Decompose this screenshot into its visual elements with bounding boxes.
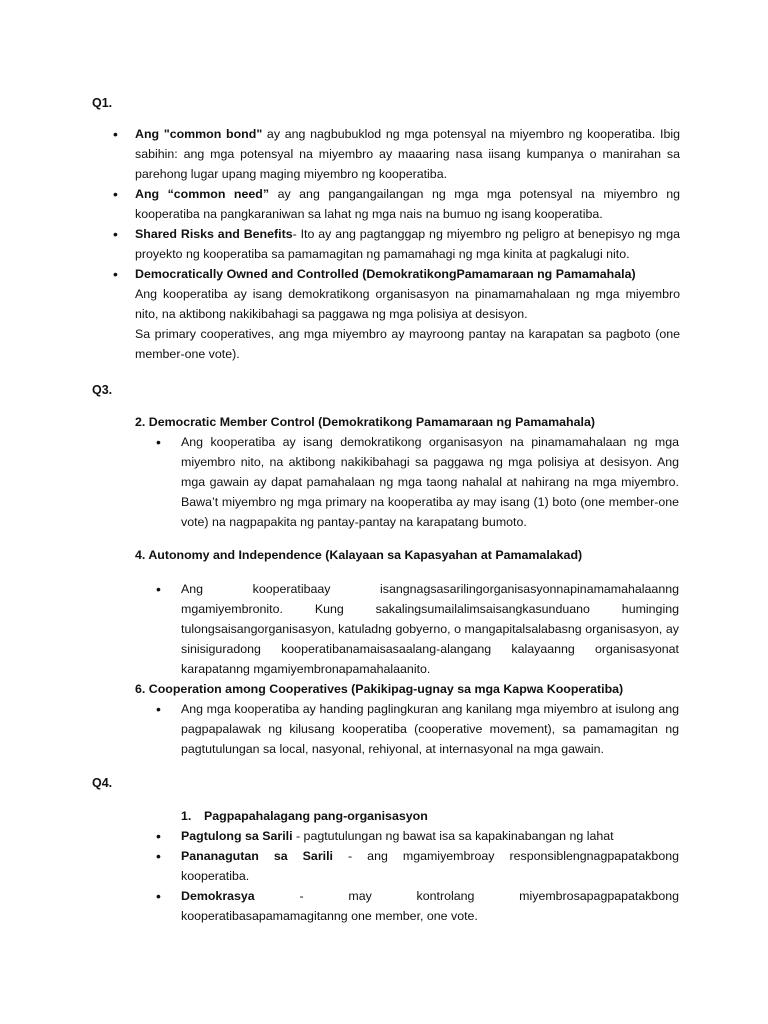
question-label-q1: Q1. — [92, 96, 113, 110]
item-text: - ang mgamiyembroay responsiblengnagpapatakbong kooperatiba. — [181, 849, 679, 883]
numbered-heading: Pagpapahalagang pang-organisasyon — [204, 809, 428, 823]
item-text: - Ito ay ang pagtanggap ng miyembro ng peligro at benepisyo ng mga proyekto ng kooperatiba sa pamamagitan ng pamamahagi ng mga kinita at pagkalugi nito. — [135, 227, 681, 261]
q3-section-4 — [181, 579, 679, 679]
item-bold-term: Shared Risks and Benefits — [135, 227, 293, 241]
item-text: ay ang pangangailangan ng mga mga potensyal na miyembro ng kooperatiba na pangkaraniwan sa lahat ng mga nais na bumuo ng isang kooperatiba. — [135, 187, 680, 221]
q3-section-2 — [181, 432, 679, 532]
item-bold-term: Ang "common bond" — [135, 127, 263, 141]
list-item — [135, 124, 680, 184]
section-heading: 4. Autonomy and Independence (Kalayaan sa Kapasyahan at Pamamalakad) — [135, 548, 583, 562]
item-bold-term: Demokrasya — [181, 889, 255, 903]
list-item — [181, 826, 679, 846]
list-item: • Ang kooperatibaay isangnagsasarilingorganisasyonnapinamamahalaanng mgamiyembronito. Kung sakalingsumailalimsaisangkasunduano huminging tulongsaisangorganisasyon, katuladng gobyerno, o mangapitalsalabasng organisasyon, ay sinisiguradong kooperatibanamaisasaalang-alangang kalayaanng organisasyonat karapatanng mgamiyembronapamahalaanito. — [181, 579, 679, 679]
numbered-heading-number: 1. — [181, 809, 192, 823]
bullet-list — [181, 826, 679, 926]
list-item — [181, 886, 679, 926]
item-bold-term: • Democratically Owned and Controlled (DemokratikongPamamaraan ng Pamamahala) — [135, 267, 636, 281]
item-paragraph: Ang kooperatiba ay isang demokratikong organisasyon na pinamamahalaan ng mga miyembro nito, na aktibong nakikibahagi sa paggawa ng mga polisiya at desisyon. — [135, 287, 680, 321]
q1-bullet-list — [135, 124, 680, 364]
list-item: • Ang kooperatiba ay isang demokratikong organisasyon na pinamamahalaan ng mga miyembro nito, na aktibong nakikibahagi sa paggawa ng mga polisiya at desisyon. Ang mga gawain ay dapat pamahalaan ng mga taong nahalal at nahirang na mga miyembro. Bawa’t miyembro ng mga primary na kooperatiba ay may isang (1) boto (one member-one vote) na nagpapakita ng pantay-pantay na karapatang bumoto. — [181, 432, 679, 532]
item-text: ay ang nagbubuklod ng mga potensyal na miyembro ng kooperatiba. Ibig sabihin: ang mga potensyal na miyembro ay maaaring nasa iisang kumpanya o manirahan sa parehong lugar upang maging miyembro ng kooperatiba. — [135, 127, 680, 181]
list-item — [135, 224, 680, 264]
question-label-q3: Q3. — [92, 383, 113, 397]
list-item — [181, 846, 679, 886]
item-bold-term: Pagtulong sa Sarili — [181, 829, 293, 843]
list-item: • Ang mga kooperatiba ay handing paglingkuran ang kanilang mga miyembro at isulong ang pagpapalawak ng kilusang kooperatiba (cooperative movement), sa pamamagitan ng pagtutulungan sa local, nasyonal, rehiyonal, at internasyonal na mga gawain. — [181, 699, 679, 759]
item-paragraph: Sa primary cooperatives, ang mga miyembro ay mayroong pantay na karapatan sa pagboto (one member-one vote). — [135, 327, 680, 361]
item-bold-term: Pananagutan sa Sarili — [181, 849, 333, 863]
q3-section-6 — [181, 699, 679, 759]
item-text: - may kontrolang miyembrosapagpapatakbong kooperatibasapamamagitanng one member, one vote. — [181, 889, 679, 923]
bullet-list — [181, 432, 679, 532]
list-item — [135, 264, 680, 364]
bullet-list — [181, 579, 679, 679]
q1-section — [135, 124, 680, 364]
list-item — [135, 184, 680, 224]
bullet-list — [181, 699, 679, 759]
section-heading: 2. Democratic Member Control (Demokratikong Pamamaraan ng Pamamahala) — [135, 415, 595, 429]
section-heading: 6. Cooperation among Cooperatives (Pakikipag-ugnay sa mga Kapwa Kooperatiba) — [135, 682, 624, 696]
item-text: - pagtutulungan ng bawat isa sa kapakinabangan ng lahat — [292, 829, 614, 843]
q4-section — [181, 826, 679, 926]
item-bold-term: Ang “common need” — [135, 187, 270, 201]
question-label-q4: Q4. — [92, 776, 113, 790]
